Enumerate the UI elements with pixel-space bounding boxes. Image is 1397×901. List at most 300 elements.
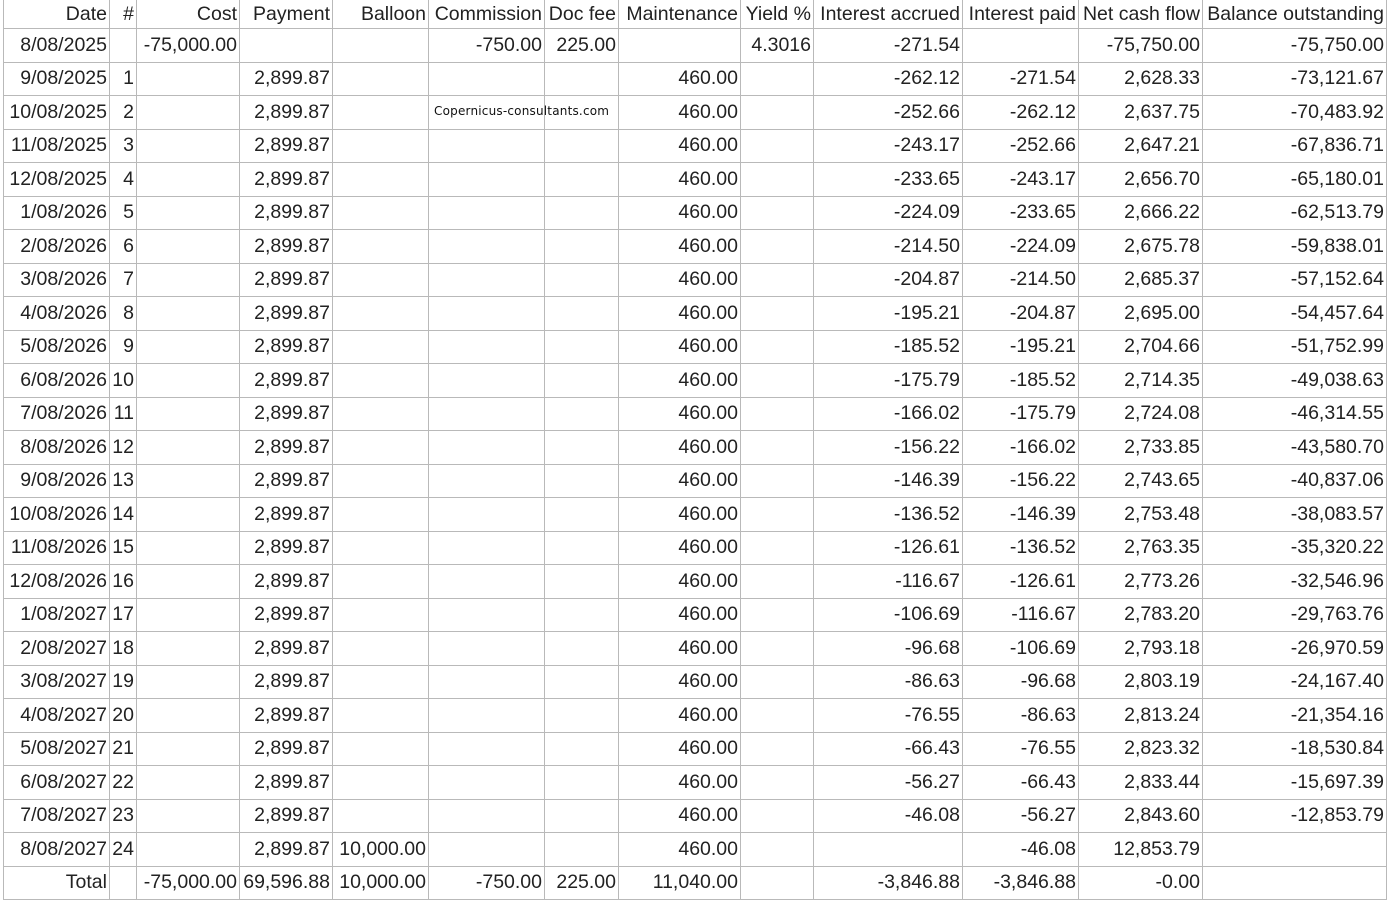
cell-doc-fee <box>545 464 619 498</box>
total-interest-paid: -3,846.88 <box>963 866 1079 900</box>
cell-date: 10/08/2026 <box>4 498 110 532</box>
cell-interest-accrued: -146.39 <box>814 464 963 498</box>
cell-commission <box>429 464 545 498</box>
table-row <box>4 196 1387 230</box>
cell-payment: 2,899.87 <box>240 632 333 666</box>
cell-cost: -75,000.00 <box>137 29 240 63</box>
cell-interest-accrued: -156.22 <box>814 431 963 465</box>
cell-date: 9/08/2025 <box>4 62 110 96</box>
cell-payment: 2,899.87 <box>240 330 333 364</box>
cell-interest-paid: -252.66 <box>963 129 1079 163</box>
cell-interest-paid: -56.27 <box>963 799 1079 833</box>
cell-cost <box>137 431 240 465</box>
cell-balloon <box>333 665 429 699</box>
table-row <box>4 498 1387 532</box>
cell-interest-accrued: -175.79 <box>814 364 963 398</box>
cell-payment: 2,899.87 <box>240 498 333 532</box>
cell-yield <box>741 364 814 398</box>
cell-date: 6/08/2027 <box>4 766 110 800</box>
cell-doc-fee <box>545 632 619 666</box>
cell-balance-outstanding: -59,838.01 <box>1203 230 1387 264</box>
cell-balloon <box>333 263 429 297</box>
cell-yield <box>741 397 814 431</box>
schedule-container <box>3 0 1387 900</box>
cell-balance-outstanding: -67,836.71 <box>1203 129 1387 163</box>
cell-yield <box>741 498 814 532</box>
cell-maintenance: 460.00 <box>619 96 741 130</box>
total-balloon: 10,000.00 <box>333 866 429 900</box>
cell-interest-paid: -224.09 <box>963 230 1079 264</box>
cell-date: 2/08/2027 <box>4 632 110 666</box>
cell-interest-paid: -76.55 <box>963 732 1079 766</box>
table-row <box>4 96 1387 130</box>
cell-number: 13 <box>110 464 137 498</box>
cell-balloon <box>333 531 429 565</box>
cell-interest-paid: -66.43 <box>963 766 1079 800</box>
cell-interest-accrued: -56.27 <box>814 766 963 800</box>
cell-net-cash-flow: 2,803.19 <box>1079 665 1203 699</box>
cell-doc-fee <box>545 766 619 800</box>
cell-yield <box>741 330 814 364</box>
table-row <box>4 565 1387 599</box>
cell-interest-paid: -243.17 <box>963 163 1079 197</box>
totals-row <box>4 866 1387 900</box>
cell-balance-outstanding: -57,152.64 <box>1203 263 1387 297</box>
cell-net-cash-flow: 2,843.60 <box>1079 799 1203 833</box>
total-yield <box>741 866 814 900</box>
cell-interest-paid: -86.63 <box>963 699 1079 733</box>
cell-cost <box>137 62 240 96</box>
cell-balance-outstanding: -24,167.40 <box>1203 665 1387 699</box>
cell-balloon <box>333 732 429 766</box>
table-row <box>4 799 1387 833</box>
cell-yield <box>741 766 814 800</box>
cell-date: 8/08/2025 <box>4 29 110 63</box>
cell-date: 5/08/2026 <box>4 330 110 364</box>
cell-balance-outstanding: -62,513.79 <box>1203 196 1387 230</box>
cell-maintenance: 460.00 <box>619 699 741 733</box>
cell-maintenance: 460.00 <box>619 665 741 699</box>
cell-doc-fee <box>545 230 619 264</box>
cell-balance-outstanding: -38,083.57 <box>1203 498 1387 532</box>
cell-date: 3/08/2027 <box>4 665 110 699</box>
cell-balloon <box>333 799 429 833</box>
cell-number: 14 <box>110 498 137 532</box>
cell-doc-fee <box>545 397 619 431</box>
cell-number: 15 <box>110 531 137 565</box>
table-body <box>4 29 1387 867</box>
cell-number: 11 <box>110 397 137 431</box>
column-header-payment: Payment <box>240 0 333 29</box>
cell-balance-outstanding <box>1203 833 1387 867</box>
table-row <box>4 632 1387 666</box>
cell-net-cash-flow: 2,666.22 <box>1079 196 1203 230</box>
cell-payment: 2,899.87 <box>240 665 333 699</box>
cell-number: 18 <box>110 632 137 666</box>
cell-interest-accrued: -233.65 <box>814 163 963 197</box>
cell-commission <box>429 62 545 96</box>
cell-yield <box>741 196 814 230</box>
cell-yield <box>741 833 814 867</box>
column-header-number: # <box>110 0 137 29</box>
cell-yield <box>741 96 814 130</box>
cell-balloon <box>333 297 429 331</box>
cell-maintenance: 460.00 <box>619 799 741 833</box>
cell-maintenance: 460.00 <box>619 632 741 666</box>
cell-payment: 2,899.87 <box>240 163 333 197</box>
cell-balloon <box>333 163 429 197</box>
cell-interest-paid: -126.61 <box>963 565 1079 599</box>
table-row <box>4 62 1387 96</box>
total-number <box>110 866 137 900</box>
cell-net-cash-flow: 2,704.66 <box>1079 330 1203 364</box>
cell-yield <box>741 531 814 565</box>
cell-net-cash-flow: 2,675.78 <box>1079 230 1203 264</box>
cell-net-cash-flow: 2,656.70 <box>1079 163 1203 197</box>
cell-interest-accrued: -136.52 <box>814 498 963 532</box>
cell-interest-paid: -116.67 <box>963 598 1079 632</box>
cell-payment: 2,899.87 <box>240 565 333 599</box>
cell-date: 7/08/2027 <box>4 799 110 833</box>
cell-balance-outstanding: -21,354.16 <box>1203 699 1387 733</box>
cell-commission <box>429 699 545 733</box>
table-row <box>4 263 1387 297</box>
cell-commission <box>429 632 545 666</box>
cell-date: 5/08/2027 <box>4 732 110 766</box>
cell-doc-fee <box>545 196 619 230</box>
cell-doc-fee <box>545 699 619 733</box>
total-net-cash-flow: -0.00 <box>1079 866 1203 900</box>
cell-net-cash-flow: 2,628.33 <box>1079 62 1203 96</box>
cell-maintenance: 460.00 <box>619 431 741 465</box>
cell-payment: 2,899.87 <box>240 598 333 632</box>
cell-interest-accrued: -46.08 <box>814 799 963 833</box>
cell-commission <box>429 196 545 230</box>
column-header-balance-outstanding: Balance outstanding <box>1203 0 1387 29</box>
cell-net-cash-flow: 2,733.85 <box>1079 431 1203 465</box>
cell-cost <box>137 699 240 733</box>
cell-net-cash-flow: 2,833.44 <box>1079 766 1203 800</box>
cell-interest-accrued: -86.63 <box>814 665 963 699</box>
cell-date: 10/08/2025 <box>4 96 110 130</box>
cell-doc-fee <box>545 598 619 632</box>
cell-balloon: 10,000.00 <box>333 833 429 867</box>
cell-number: 1 <box>110 62 137 96</box>
cell-date: 12/08/2025 <box>4 163 110 197</box>
cell-doc-fee <box>545 565 619 599</box>
total-date: Total <box>4 866 110 900</box>
cell-commission <box>429 431 545 465</box>
cell-commission <box>429 230 545 264</box>
cell-net-cash-flow: -75,750.00 <box>1079 29 1203 63</box>
table-row <box>4 129 1387 163</box>
table-row <box>4 297 1387 331</box>
cell-cost <box>137 96 240 130</box>
cell-interest-accrued: -126.61 <box>814 531 963 565</box>
cell-interest-paid: -156.22 <box>963 464 1079 498</box>
cell-interest-paid: -262.12 <box>963 96 1079 130</box>
cell-number: 17 <box>110 598 137 632</box>
cell-balance-outstanding: -43,580.70 <box>1203 431 1387 465</box>
cell-number: 8 <box>110 297 137 331</box>
cell-interest-accrued: -214.50 <box>814 230 963 264</box>
cell-balance-outstanding: -65,180.01 <box>1203 163 1387 197</box>
cell-yield <box>741 129 814 163</box>
cell-balance-outstanding: -26,970.59 <box>1203 632 1387 666</box>
total-balance-outstanding <box>1203 866 1387 900</box>
cell-balance-outstanding: -54,457.64 <box>1203 297 1387 331</box>
cell-payment: 2,899.87 <box>240 699 333 733</box>
cell-doc-fee <box>545 665 619 699</box>
cell-interest-paid: -195.21 <box>963 330 1079 364</box>
cell-commission: -750.00 <box>429 29 545 63</box>
cell-doc-fee <box>545 799 619 833</box>
cell-balance-outstanding: -49,038.63 <box>1203 364 1387 398</box>
cell-commission <box>429 498 545 532</box>
cell-interest-paid: -136.52 <box>963 531 1079 565</box>
cell-maintenance: 460.00 <box>619 732 741 766</box>
table-row <box>4 766 1387 800</box>
cell-number: 12 <box>110 431 137 465</box>
cell-balloon <box>333 498 429 532</box>
cell-balloon <box>333 96 429 130</box>
column-header-balloon: Balloon <box>333 0 429 29</box>
cell-payment: 2,899.87 <box>240 96 333 130</box>
cell-yield <box>741 665 814 699</box>
cell-balloon <box>333 632 429 666</box>
total-interest-accrued: -3,846.88 <box>814 866 963 900</box>
cell-yield <box>741 230 814 264</box>
total-cost: -75,000.00 <box>137 866 240 900</box>
cell-number: 23 <box>110 799 137 833</box>
cell-doc-fee <box>545 330 619 364</box>
column-header-net-cash-flow: Net cash flow <box>1079 0 1203 29</box>
column-header-commission: Commission <box>429 0 545 29</box>
cell-balloon <box>333 699 429 733</box>
watermark-text: Copernicus-consultants.com <box>434 104 610 118</box>
cell-yield <box>741 62 814 96</box>
cell-cost <box>137 498 240 532</box>
cell-balloon <box>333 565 429 599</box>
cell-interest-paid: -166.02 <box>963 431 1079 465</box>
cell-cost <box>137 766 240 800</box>
cell-cost <box>137 799 240 833</box>
cell-cost <box>137 531 240 565</box>
cell-interest-accrued: -106.69 <box>814 598 963 632</box>
cell-number: 21 <box>110 732 137 766</box>
cell-net-cash-flow: 2,753.48 <box>1079 498 1203 532</box>
cell-doc-fee: 225.00 <box>545 29 619 63</box>
cell-payment: 2,899.87 <box>240 464 333 498</box>
cell-payment: 2,899.87 <box>240 766 333 800</box>
cell-interest-paid: -46.08 <box>963 833 1079 867</box>
cell-interest-accrued: -185.52 <box>814 330 963 364</box>
cell-cost <box>137 129 240 163</box>
cell-maintenance: 460.00 <box>619 297 741 331</box>
table-row <box>4 464 1387 498</box>
cell-cost <box>137 163 240 197</box>
cell-interest-accrued: -252.66 <box>814 96 963 130</box>
cell-net-cash-flow: 2,773.26 <box>1079 565 1203 599</box>
cell-number: 24 <box>110 833 137 867</box>
cell-payment <box>240 29 333 63</box>
cell-number: 16 <box>110 565 137 599</box>
cell-cost <box>137 397 240 431</box>
cell-date: 2/08/2026 <box>4 230 110 264</box>
cell-yield <box>741 799 814 833</box>
cell-balloon <box>333 330 429 364</box>
cell-commission <box>429 833 545 867</box>
cell-cost <box>137 464 240 498</box>
cell-balloon <box>333 364 429 398</box>
cell-commission <box>429 766 545 800</box>
table-row <box>4 732 1387 766</box>
cell-cost <box>137 364 240 398</box>
cell-interest-accrued: -224.09 <box>814 196 963 230</box>
column-header-cost: Cost <box>137 0 240 29</box>
cell-net-cash-flow: 2,763.35 <box>1079 531 1203 565</box>
cell-maintenance: 460.00 <box>619 230 741 264</box>
cell-net-cash-flow: 2,647.21 <box>1079 129 1203 163</box>
cell-cost <box>137 632 240 666</box>
cell-net-cash-flow: 2,783.20 <box>1079 598 1203 632</box>
cell-date: 8/08/2026 <box>4 431 110 465</box>
table-row <box>4 699 1387 733</box>
cell-commission <box>429 665 545 699</box>
cell-interest-accrued: -271.54 <box>814 29 963 63</box>
cell-commission <box>429 531 545 565</box>
cell-yield <box>741 297 814 331</box>
cell-yield <box>741 699 814 733</box>
total-maintenance: 11,040.00 <box>619 866 741 900</box>
cell-interest-accrued: -96.68 <box>814 632 963 666</box>
cell-commission <box>429 263 545 297</box>
cell-date: 1/08/2027 <box>4 598 110 632</box>
cell-interest-accrued: -76.55 <box>814 699 963 733</box>
cell-yield <box>741 732 814 766</box>
cell-doc-fee <box>545 531 619 565</box>
cell-interest-paid: -214.50 <box>963 263 1079 297</box>
cell-doc-fee <box>545 833 619 867</box>
cell-net-cash-flow: 2,685.37 <box>1079 263 1203 297</box>
cell-cost <box>137 330 240 364</box>
column-header-interest-paid: Interest paid <box>963 0 1079 29</box>
cell-maintenance: 460.00 <box>619 263 741 297</box>
cell-balance-outstanding: -75,750.00 <box>1203 29 1387 63</box>
total-payment: 69,596.88 <box>240 866 333 900</box>
cell-balloon <box>333 464 429 498</box>
cell-number: 22 <box>110 766 137 800</box>
cell-interest-accrued: -116.67 <box>814 565 963 599</box>
cell-balance-outstanding: -51,752.99 <box>1203 330 1387 364</box>
cell-yield <box>741 464 814 498</box>
table-row <box>4 330 1387 364</box>
cell-commission <box>429 598 545 632</box>
cell-maintenance: 460.00 <box>619 364 741 398</box>
table-row <box>4 431 1387 465</box>
cell-number: 5 <box>110 196 137 230</box>
cell-net-cash-flow: 2,695.00 <box>1079 297 1203 331</box>
cell-date: 6/08/2026 <box>4 364 110 398</box>
cell-cost <box>137 598 240 632</box>
cell-number: 2 <box>110 96 137 130</box>
cell-cost <box>137 665 240 699</box>
cell-doc-fee <box>545 62 619 96</box>
cell-doc-fee <box>545 129 619 163</box>
cell-payment: 2,899.87 <box>240 431 333 465</box>
cell-date: 4/08/2027 <box>4 699 110 733</box>
cell-interest-accrued: -262.12 <box>814 62 963 96</box>
cell-net-cash-flow: 2,714.35 <box>1079 364 1203 398</box>
cell-date: 8/08/2027 <box>4 833 110 867</box>
table-row <box>4 397 1387 431</box>
cell-number: 10 <box>110 364 137 398</box>
cell-payment: 2,899.87 <box>240 129 333 163</box>
cell-payment: 2,899.87 <box>240 531 333 565</box>
cell-commission <box>429 330 545 364</box>
cell-balloon <box>333 397 429 431</box>
cell-cost <box>137 263 240 297</box>
cell-net-cash-flow: 2,823.32 <box>1079 732 1203 766</box>
cell-net-cash-flow: 2,724.08 <box>1079 397 1203 431</box>
cell-commission <box>429 129 545 163</box>
cell-balloon <box>333 598 429 632</box>
cell-payment: 2,899.87 <box>240 263 333 297</box>
cell-interest-paid: -185.52 <box>963 364 1079 398</box>
cell-interest-paid: -271.54 <box>963 62 1079 96</box>
cell-yield <box>741 263 814 297</box>
column-header-maintenance: Maintenance <box>619 0 741 29</box>
cell-balance-outstanding: -35,320.22 <box>1203 531 1387 565</box>
cell-number <box>110 29 137 63</box>
total-commission: -750.00 <box>429 866 545 900</box>
cell-number: 20 <box>110 699 137 733</box>
cell-interest-paid: -96.68 <box>963 665 1079 699</box>
cell-number: 4 <box>110 163 137 197</box>
cell-number: 6 <box>110 230 137 264</box>
cell-balloon <box>333 129 429 163</box>
cell-payment: 2,899.87 <box>240 297 333 331</box>
cell-balance-outstanding: -73,121.67 <box>1203 62 1387 96</box>
cell-commission <box>429 364 545 398</box>
cell-interest-paid: -175.79 <box>963 397 1079 431</box>
cell-balloon <box>333 62 429 96</box>
cell-interest-accrued: -243.17 <box>814 129 963 163</box>
column-header-yield: Yield % <box>741 0 814 29</box>
cell-maintenance: 460.00 <box>619 196 741 230</box>
cell-net-cash-flow: 2,637.75 <box>1079 96 1203 130</box>
table-row <box>4 230 1387 264</box>
cell-balance-outstanding: -40,837.06 <box>1203 464 1387 498</box>
cell-payment: 2,899.87 <box>240 397 333 431</box>
amortization-schedule-table <box>3 0 1387 900</box>
cell-doc-fee <box>545 498 619 532</box>
cell-date: 7/08/2026 <box>4 397 110 431</box>
cell-interest-paid: -233.65 <box>963 196 1079 230</box>
table-row <box>4 598 1387 632</box>
cell-number: 7 <box>110 263 137 297</box>
cell-maintenance <box>619 29 741 63</box>
cell-balance-outstanding: -46,314.55 <box>1203 397 1387 431</box>
cell-doc-fee <box>545 364 619 398</box>
cell-balance-outstanding: -70,483.92 <box>1203 96 1387 130</box>
cell-interest-accrued: -204.87 <box>814 263 963 297</box>
cell-interest-paid: -106.69 <box>963 632 1079 666</box>
header-row <box>4 0 1387 29</box>
cell-net-cash-flow: 2,743.65 <box>1079 464 1203 498</box>
cell-doc-fee <box>545 163 619 197</box>
cell-interest-paid: -146.39 <box>963 498 1079 532</box>
